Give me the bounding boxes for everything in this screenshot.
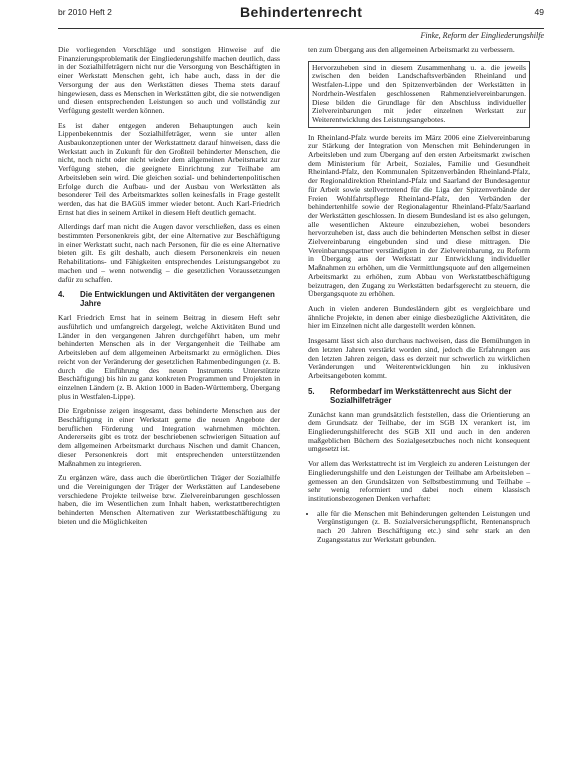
- paragraph: ten zum Übergang aus den allgemeinen Arbeitsmarkt zu verbessern.: [308, 45, 515, 54]
- paragraph: Insgesamt lässt sich also durchaus nachweisen, dass die Bemühungen in den letzten Jahren verstärkt worden sind, jedoch die Erfahrungen aus den letzten Jahren zeigen, dass es derzeit nur schwerlich zu wirklichen Veränderungen und Weiterentwicklungen hin zu inklusiven Arbeitsangeboten kommt.: [308, 336, 530, 380]
- section-title: Reformbedarf im Werkstättenrecht aus Sicht der Sozialhilfeträger: [330, 386, 512, 405]
- paragraph: Auch in vielen anderen Bundesländern gibt es vergleichbare und ähnliche Projekte, in denen aber einige diesbezügliche Aktivitäten, die hier im Einzelnen nicht alle dargestellt werden können.: [308, 303, 530, 331]
- right-column: [308, 46, 530, 544]
- paragraph: Zunächst kann man grundsätzlich feststellen, dass die Orientierung an dem Grundsatz der Teilhabe, der im SGB IX verankert ist, im Eingliederungshilferecht des SGB XII und auch in den anderen maßgeblichen Büchern des Sozialgesetzbuches noch nicht konsequent umgesetzt ist.: [308, 409, 530, 454]
- paragraph: Allerdings darf man nicht die Augen davor verschließen, dass es einen bestimmten Personenkreis gibt, der eine Alternative zur Beschäftigung in einer Werkstatt sucht, nach nach Personen, für die es eine Alternative bieten gilt. Es gilt deshalb, auch diesem Personenkreis ein neuen Rehabilitations- und Fähigkeiten entsprechendes Leistungsangebot zu machen und – wenn notwendig – die gesetzlichen Voraussetzungen dafür zu schaffen.: [58, 222, 280, 284]
- paragraph: Die Ergebnisse zeigen insgesamt, dass behinderte Menschen aus der Beschäftigung in einer Werkstatt gerne die neuen Angebote der beruflichen Förderung und Integration wahrnehmen möchten. Andererseits gibt es trotz der beschriebenen schwierigen Situation auf dem allgemeinen Arbeitsmarkt durchaus Nischen und damit Chancen, dieser Personenkreis dort mit entsprechenden unterstützenden Maßnahmen zu integrieren.: [58, 406, 280, 468]
- header-rule: [58, 28, 544, 29]
- paragraph: Karl Friedrich Ernst hat in seinem Beitrag in diesem Heft sehr ausführlich und umfangreich dargelegt, welche Aktivitäten Bund und Länder in den vergangenen Jahren durchgeführt haben, um mehr behinderten Menschen als in der Vergangenheit die Teilhabe am Arbeitsleben auf dem allgemeinen Arbeitsmarkt zu ermöglichen. Dies reicht von der Veränderung der gesetzlichen Rahmenbedingungen (z. B. durch die Einführung des neuen Instruments Unterstützte Beschäftigung) bis hin zu ganz konkreten Programmen und Projekten in einzelnen Ländern (z. B. Aktion 1000 in Baden-Württemberg, Übergang plus in Westfalen-Lippe).: [58, 313, 280, 401]
- paragraph: In Rheinland-Pfalz wurde bereits im März 2006 eine Zielvereinbarung zur Stärkung der Integration von Menschen mit Behinderungen in Arbeitsleben und zum Übergang auf den ersten Arbeitsmarkt zwischen dem Ministerium für Arbeit, Soziales, Familie und Gesundheit Rheinland-Pfalz, den Kommunalen Spitzenverbänden Rheinland-Pfalz, der Regionaldirektion Rheinland-Pfalz und Saarland der Bundesagentur für Arbeit sowie stellvertretend für die Liga der Spitzenverbände der Freien Wohlfahrtspflege Rheinland-Pfalz, den Verbänden der behindertenhilfe sowie der Regionalagentur Rheinland-Pfalz/Saarland der Werkstätten geschlossen. In diesem Bundesland ist es also gelungen, alle wesentlichen Akteure einzubeziehen, wobei besonders hervorzuheben ist, dass auch die behinderten Menschen selbst in dieser Zielvereinbarung eingebunden sind und diese mittragen. Die Vereinbarungspartner verständigten in der Zielvereinbarung, zu Reform in Übergang aus der Werkstatt zur Entwicklung individueller Maßnahmen zu erhöhen, um die Vermittlungsquote auf den allgemeinen Arbeitsmarkt zu erhöhen, zum Abbau von Werkstattbeschäftigung beizutragen, den Zugang zu Werkstätten bedarfsgerecht zu steuern, die Übergangsquote zu erhöhen.: [308, 132, 530, 299]
- section-number: 4.: [58, 290, 65, 300]
- list-item: • alle für die Menschen mit Behinderungen geltenden Leistungen und Vergünstigungen (z. B. Sozialversicherungspflicht, Rentenanspruch nach 20 Jahren Beschäftigung etc.) sind sehr stark an den Zugangsstatus zur Werkstatt gebunden.: [317, 510, 530, 545]
- paragraph: Die vorliegenden Vorschläge und sonstigen Hinweise auf die Finanzierungsproblematik der Eingliederungshilfe machen deutlich, dass in der Sozialhilfeträgern nicht nur die Versorgung von Beschäftigten in einer Werkstatt Menschen geht, ich habe auch, dass in der die Versorgung der aus den Werkstätten dieses Thema stets darauf hingewiesen, dass es Menschen in Werkstätten gibt, die sie notwendigen und diesen entsprechenden Leistungen so auch und vollständig zur Verfügung gestellt werden können.: [58, 45, 280, 115]
- section-title: Die Entwicklungen und Aktivitäten der vergangenen Jahre: [80, 290, 275, 309]
- page-number: 49: [534, 7, 544, 17]
- running-header: [58, 4, 544, 28]
- bullet-list: [308, 510, 530, 545]
- section-heading: [308, 387, 530, 405]
- highlight-box: [308, 61, 530, 128]
- left-column: [58, 46, 280, 532]
- section-number: 5.: [308, 386, 315, 396]
- boxed-paragraph: Hervorzuheben sind in diesem Zusammenhang u. a. die jeweils zwischen den beiden Landschaftsverbänden Rheinland und Westfalen-Lippe und den Spitzenverbänden der Werkstätten in Nordrhein-Westfalen geschlossenen Rahmenzielvereinbarungen. Diese bilden die Grundlage für den Abschluss individueller Zielvereinbarungen mit jeder einzelnen Werkstatt zur Weiterentwicklung des Leistungsangebotes.: [312, 62, 526, 124]
- paragraph: Es ist daher entgegen anderen Behauptungen auch kein Lippenbekenntnis der Sozialhilfeträger, wenn sie unter allen Ausbaukonzeptionen unter der Werkstattnetz darauf hinweisen, dass die Werkstatt auch in Zukunft für den Großteil behinderter Menschen, die nicht, noch nicht oder nicht wieder dem allgemeinen Arbeitsmarkt zur Verfügung stehen, die geeignete Einrichtung zur Teilhabe am Arbeitsleben sein wird. Die gleichen sozial- und behindertenpolitischen Erfolge durch die Aufbau- und der Ausbau von Werkstätten als besonderer Teil des Arbeitsmarktes sollen keinesfalls in Frage gestellt werden, das hat die BAGüS immer wieder betont. Auch Karl-Friedrich Ernst hat dies in seinem Artikel in diesem Heft deutlich gemacht.: [58, 120, 280, 217]
- journal-issue: br 2010 Heft 2: [58, 7, 112, 17]
- article-running-title: Finke, Reform der Eingliederungshilfe: [420, 31, 544, 40]
- section-heading: [58, 290, 280, 308]
- paragraph: Zu ergänzen wäre, dass auch die überörtlichen Träger der Sozialhilfe und die Vereinigungen der Träger der Werkstätten auf Landesebene verschiedene Projekte teilweise bzw. Zielvereinbarungen geschlossen haben, die im Wesentlichen zum Inhalt haben, werkstattberechtigten behinderten Menschen Alternativen zur Werkstattbeschäftigung zu bieten und die Möglichkeiten: [58, 473, 280, 526]
- paragraph: Vor allem das Werkstattrecht ist im Vergleich zu anderen Leistungen der Eingliederungshilfe und den Leistungen der Teilhabe am Arbeitsleben – gemessen an den Grundsätzen von Selbstbestimmung und Teilhabe – sehr wenig reformiert und dabei noch einem klassisch institutionsbezogenen Denken verhaftet:: [308, 459, 530, 503]
- journal-title: Behindertenrecht: [240, 4, 363, 20]
